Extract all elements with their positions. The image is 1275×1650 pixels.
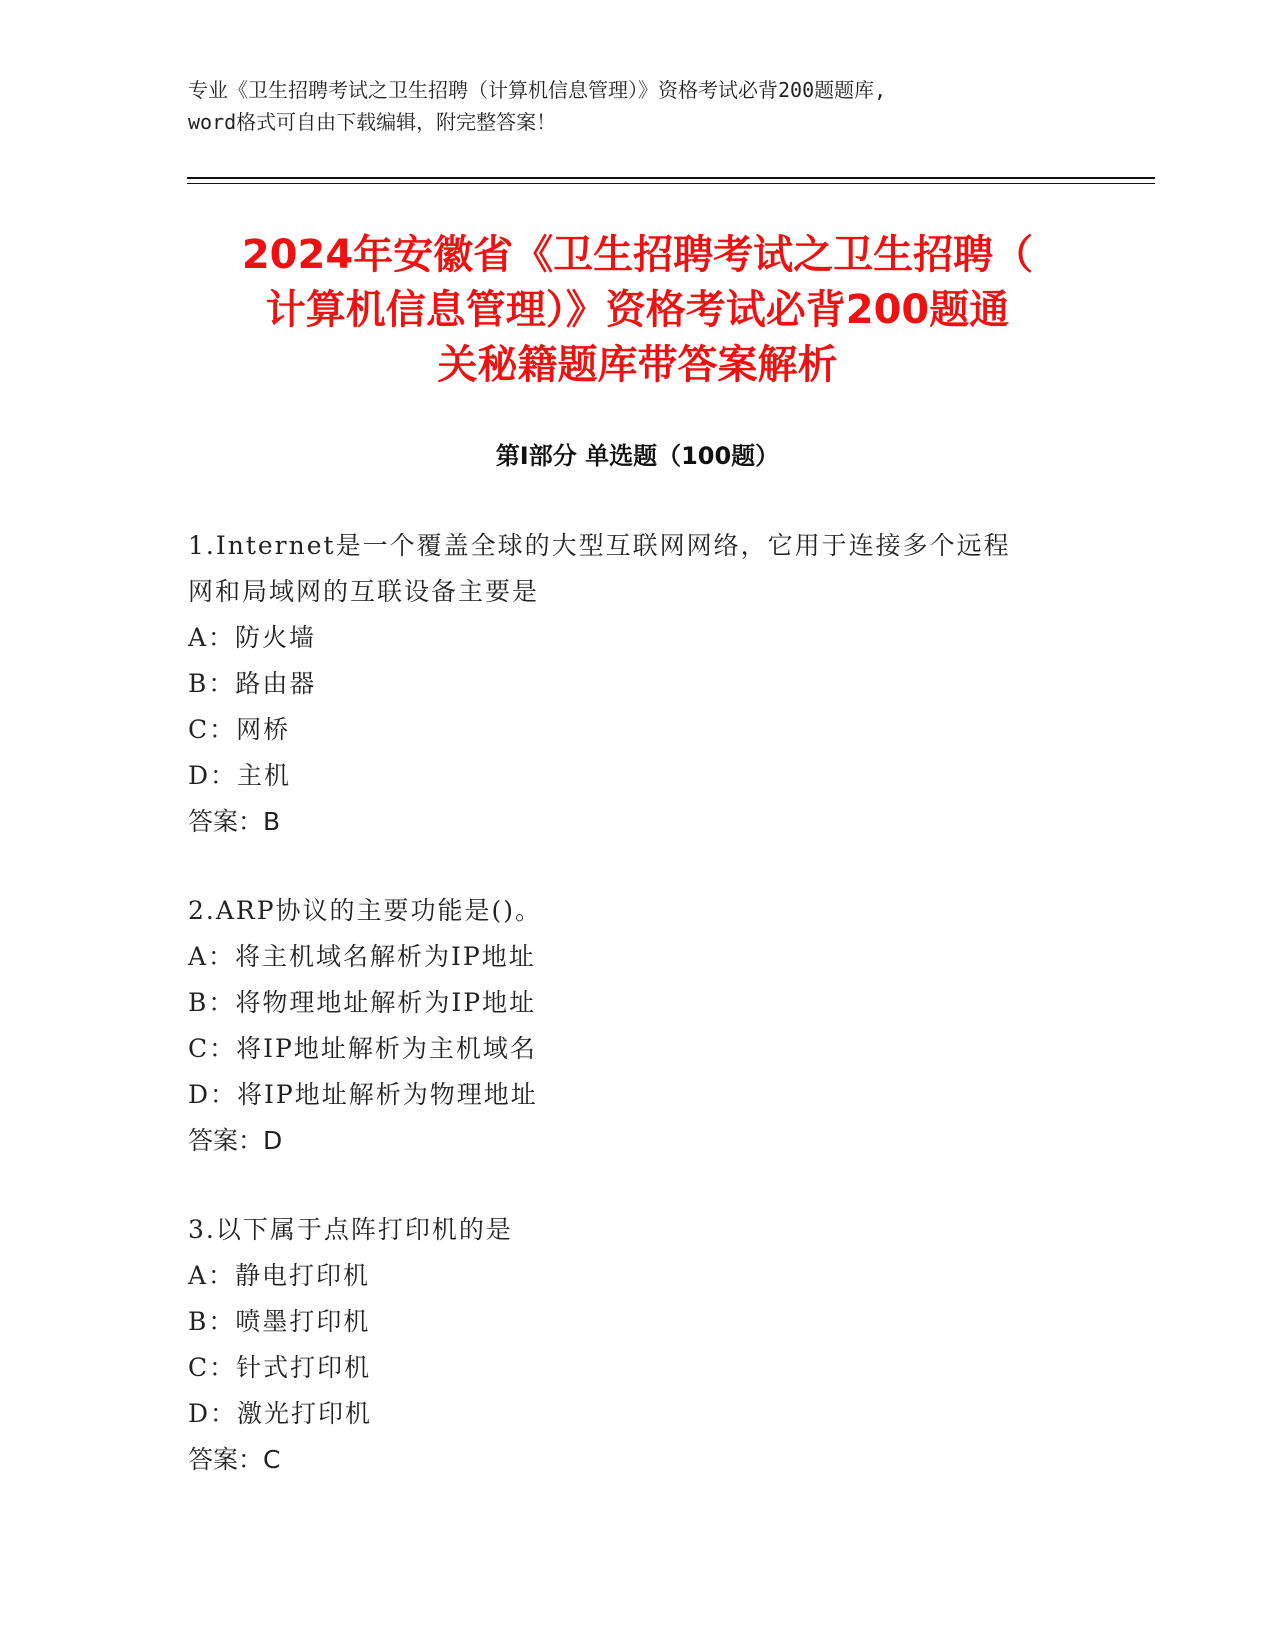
question-1-option-a: A：防火墙 bbox=[188, 623, 317, 652]
question-3-answer: 答案：C bbox=[188, 1445, 281, 1474]
question-3 bbox=[188, 1207, 1068, 1483]
section-title: 第Ⅰ部分 单选题（100题） bbox=[495, 442, 780, 470]
question-2-answer: 答案：D bbox=[188, 1126, 283, 1155]
header-note-line-2: word格式可自由下载编辑，附完整答案！ bbox=[188, 110, 557, 134]
question-2-option-d: D：将IP地址解析为物理地址 bbox=[188, 1080, 538, 1109]
question-1-option-c: C：网桥 bbox=[188, 715, 291, 744]
document-title-line-3: 关秘籍题库带答案解析 bbox=[437, 342, 838, 388]
question-2 bbox=[188, 888, 1068, 1164]
question-2-option-c: C：将IP地址解析为主机域名 bbox=[188, 1034, 537, 1063]
question-1-stem-line-2: 网和局域网的互联设备主要是 bbox=[188, 577, 540, 606]
question-1-option-d: D：主机 bbox=[188, 761, 292, 790]
question-2-stem-line-1: 2.ARP协议的主要功能是()。 bbox=[188, 896, 543, 925]
question-3-stem-line-1: 3.以下属于点阵打印机的是 bbox=[188, 1215, 513, 1244]
question-1 bbox=[188, 523, 1068, 845]
document-title-line-1: 2024年安徽省《卫生招聘考试之卫生招聘（ bbox=[241, 232, 1034, 278]
question-3-option-c: C：针式打印机 bbox=[188, 1353, 372, 1382]
question-3-option-d: D：激光打印机 bbox=[188, 1399, 373, 1428]
question-2-option-b: B：将物理地址解析为IP地址 bbox=[188, 988, 537, 1017]
document-title-line-2: 计算机信息管理）》资格考试必背200题通 bbox=[265, 287, 1010, 333]
question-3-option-b: B：喷墨打印机 bbox=[188, 1307, 371, 1336]
header-divider-thick bbox=[187, 177, 1155, 179]
question-1-stem-line-1: 1.Internet是一个覆盖全球的大型互联网网络，它用于连接多个远程 bbox=[188, 531, 1011, 560]
question-3-option-a: A：静电打印机 bbox=[188, 1261, 371, 1290]
question-1-answer: 答案：B bbox=[188, 807, 281, 836]
question-2-option-a: A：将主机域名解析为IP地址 bbox=[188, 942, 536, 971]
document-title bbox=[180, 228, 1095, 393]
header-note-line-1: 专业《卫生招聘考试之卫生招聘（计算机信息管理）》资格考试必背200题题库, bbox=[188, 78, 887, 102]
question-1-option-b: B：路由器 bbox=[188, 669, 317, 698]
header-divider-thin bbox=[187, 183, 1155, 184]
header-note bbox=[188, 74, 1088, 138]
